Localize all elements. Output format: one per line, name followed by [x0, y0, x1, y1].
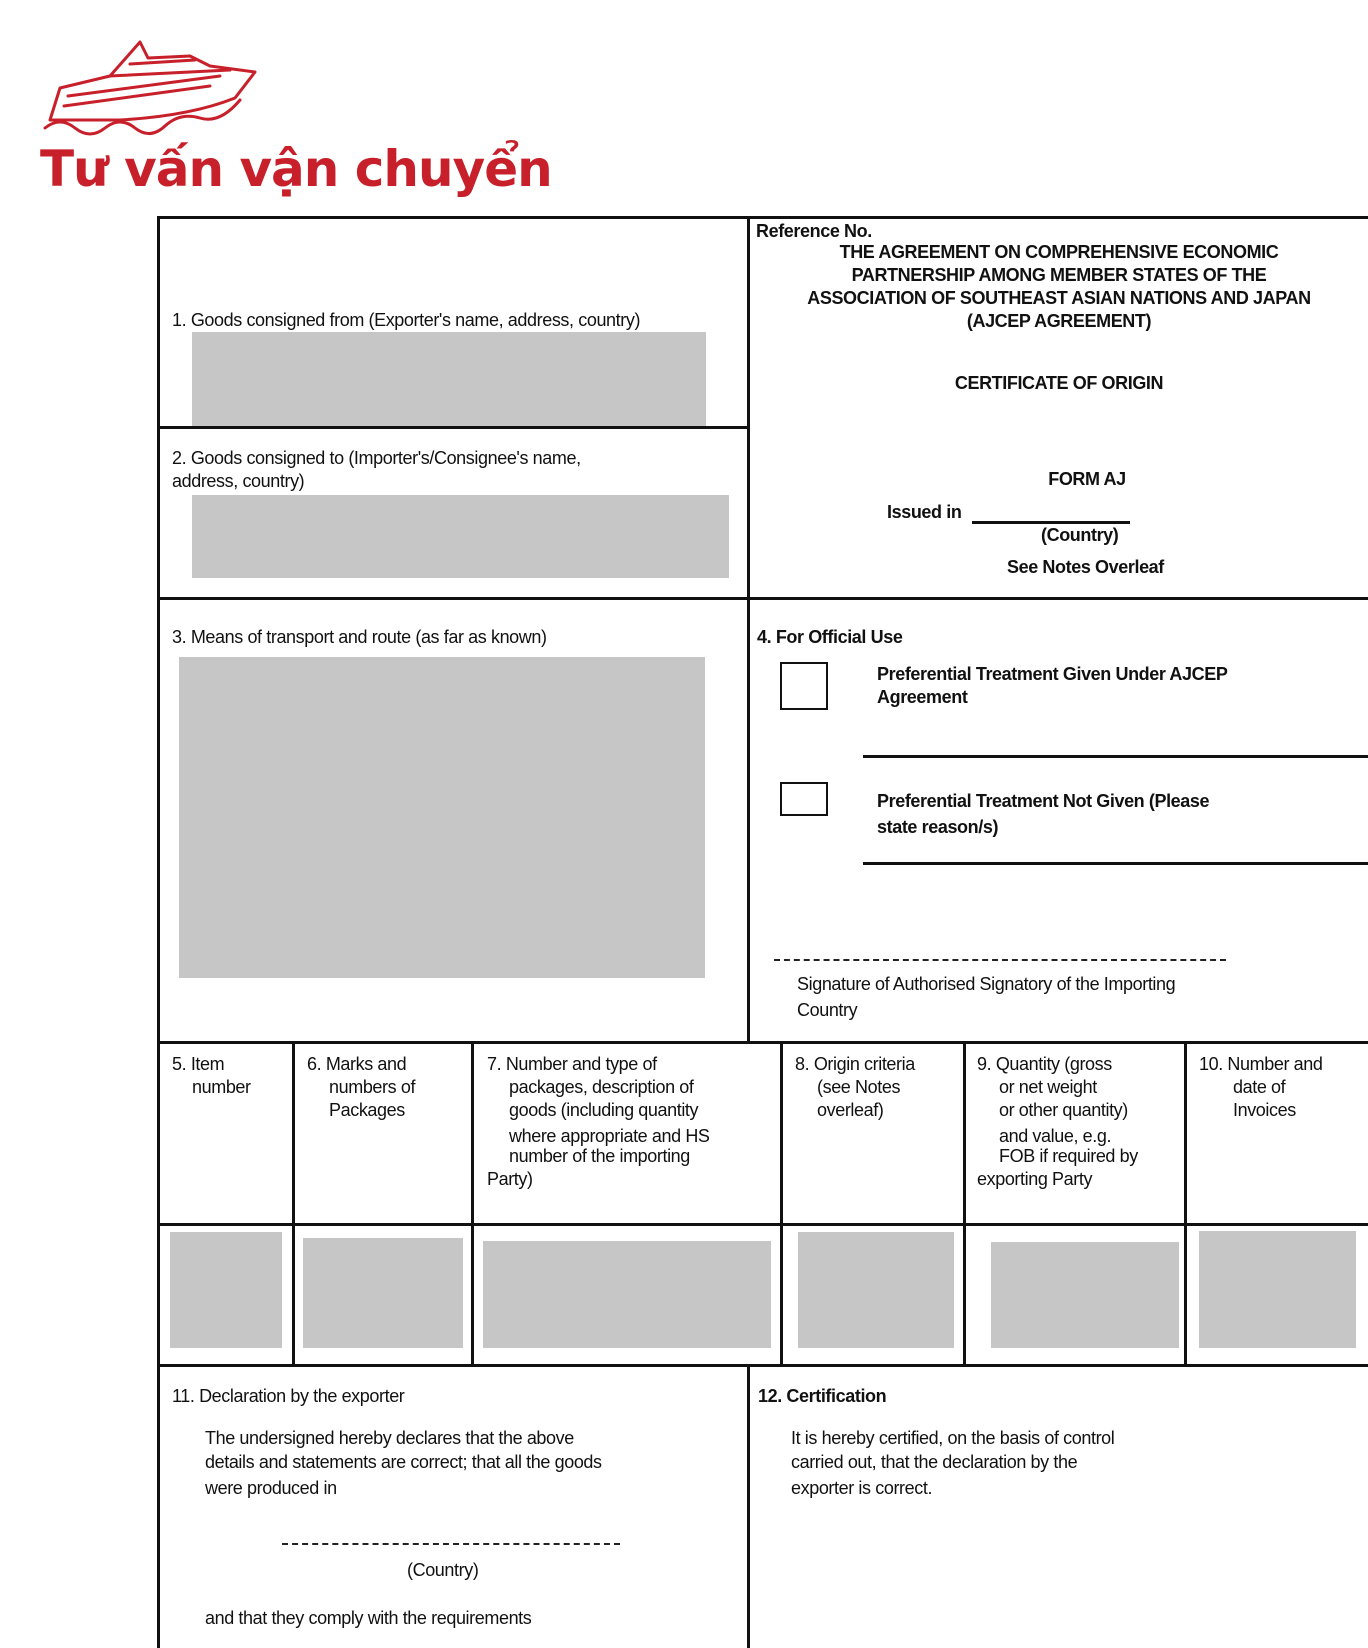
- col7-header-line5: number of the importing: [509, 1146, 690, 1166]
- issued-in-label: Issued in: [887, 502, 962, 522]
- frame-left-border: [157, 216, 160, 1648]
- brand-name: Tư vấn vận chuyển: [40, 140, 552, 198]
- box2-redacted-field: [192, 495, 729, 578]
- col7-header-line3: goods (including quantity: [509, 1100, 699, 1120]
- agreement-title-line2: PARTNERSHIP AMONG MEMBER STATES OF THE: [851, 265, 1267, 285]
- produced-in-country-line: [282, 1543, 620, 1545]
- col6-redacted-cell: [303, 1238, 463, 1348]
- divider-row2: [157, 597, 1368, 600]
- box3-label: 3. Means of transport and route (as far as known): [172, 627, 547, 647]
- col7-header-line4: where appropriate and HS: [509, 1126, 710, 1146]
- col7-header-line1: 7. Number and type of: [487, 1054, 657, 1074]
- col7-header-line2: packages, description of: [509, 1077, 694, 1097]
- agreement-title-line1: THE AGREEMENT ON COMPREHENSIVE ECONOMIC: [839, 242, 1279, 262]
- col8-redacted-cell: [798, 1232, 954, 1348]
- box12-label: 12. Certification: [758, 1386, 887, 1406]
- issued-in-country-caption: (Country): [1041, 525, 1119, 545]
- see-notes-overleaf: See Notes Overleaf: [1007, 557, 1164, 577]
- divider-col7: [471, 1041, 474, 1366]
- box12-text-line1: It is hereby certified, on the basis of control: [791, 1428, 1115, 1448]
- col5-header-line1: 5. Item: [172, 1054, 225, 1074]
- divider-col6: [292, 1041, 295, 1366]
- divider-upper: [747, 216, 750, 1044]
- box11-text-line1: The undersigned hereby declares that the above: [205, 1428, 574, 1448]
- preferential-not-given-line2: state reason/s): [877, 817, 999, 837]
- col10-header-line3: Invoices: [1233, 1100, 1296, 1120]
- col6-header-line3: Packages: [329, 1100, 405, 1120]
- col5-redacted-cell: [170, 1232, 282, 1348]
- cruise-ship-icon: [40, 36, 280, 136]
- col6-header-line1: 6. Marks and: [307, 1054, 407, 1074]
- divider-col9: [963, 1041, 966, 1366]
- importing-signature-line: [774, 959, 1226, 961]
- box11-label: 11. Declaration by the exporter: [172, 1386, 405, 1406]
- col8-header-line2: (see Notes: [817, 1077, 901, 1097]
- col7-redacted-cell: [483, 1241, 771, 1348]
- divider-col8: [780, 1041, 783, 1366]
- box11-text-line2: details and statements are correct; that all the goods: [205, 1452, 602, 1472]
- col10-header-line2: date of: [1233, 1077, 1286, 1097]
- divider-lower: [747, 1364, 750, 1648]
- col6-header-line2: numbers of: [329, 1077, 416, 1097]
- col9-header-line1: 9. Quantity (gross: [977, 1054, 1112, 1074]
- box12-text-line3: exporter is correct.: [791, 1478, 933, 1498]
- certificate-title: CERTIFICATE OF ORIGIN: [954, 373, 1164, 393]
- box11-country-caption: (Country): [407, 1560, 479, 1580]
- box12-text-line2: carried out, that the declaration by the: [791, 1452, 1078, 1472]
- divider-col10: [1184, 1041, 1187, 1366]
- col7-header-line6: Party): [487, 1169, 533, 1189]
- preferential-not-given-checkbox[interactable]: [780, 782, 828, 816]
- box4-label: 4. For Official Use: [757, 627, 903, 647]
- col9-header-line3: or other quantity): [999, 1100, 1128, 1120]
- col9-redacted-cell: [991, 1242, 1179, 1348]
- col9-header-line4: and value, e.g.: [999, 1126, 1112, 1146]
- certificate-of-origin-form: [157, 216, 1368, 1648]
- reason-rule: [863, 862, 1368, 865]
- reference-label: Reference No.: [756, 221, 872, 241]
- preferential-given-rule: [863, 755, 1368, 758]
- preferential-given-checkbox[interactable]: [780, 662, 828, 710]
- box1-label: 1. Goods consigned from (Exporter's name, address, country): [172, 310, 641, 330]
- preferential-not-given-line1: Preferential Treatment Not Given (Please: [877, 791, 1210, 811]
- agreement-title-line4: (AJCEP AGREEMENT): [966, 311, 1152, 331]
- col9-header-line5: FOB if required by: [999, 1146, 1138, 1166]
- importing-signature-label-line2: Country: [797, 1000, 858, 1020]
- preferential-given-line1: Preferential Treatment Given Under AJCEP: [877, 664, 1228, 684]
- importing-signature-label-line1: Signature of Authorised Signatory of the Importing: [797, 974, 1176, 994]
- agreement-title-line3: ASSOCIATION OF SOUTHEAST ASIAN NATIONS AND JAPAN: [807, 288, 1311, 308]
- box2-label-line2: address, country): [172, 471, 305, 491]
- col9-header-line6: exporting Party: [977, 1169, 1093, 1189]
- col5-header-line2: number: [192, 1077, 251, 1097]
- col10-header-line1: 10. Number and: [1199, 1054, 1323, 1074]
- col8-header-line3: overleaf): [817, 1100, 884, 1120]
- box11-text-line3: were produced in: [205, 1478, 337, 1498]
- col8-header-line1: 8. Origin criteria: [795, 1054, 915, 1074]
- box3-redacted-field: [179, 657, 705, 978]
- preferential-given-line2: Agreement: [877, 687, 968, 707]
- divider-box1-box2: [157, 426, 749, 429]
- col10-redacted-cell: [1199, 1231, 1356, 1348]
- box2-label-line1: 2. Goods consigned to (Importer's/Consignee's name,: [172, 448, 581, 468]
- box11-continuation: and that they comply with the requirements: [205, 1608, 532, 1628]
- col9-header-line2: or net weight: [999, 1077, 1097, 1097]
- form-name: FORM AJ: [1048, 469, 1126, 489]
- frame-top-border: [157, 216, 1368, 219]
- box1-redacted-field: [192, 332, 706, 426]
